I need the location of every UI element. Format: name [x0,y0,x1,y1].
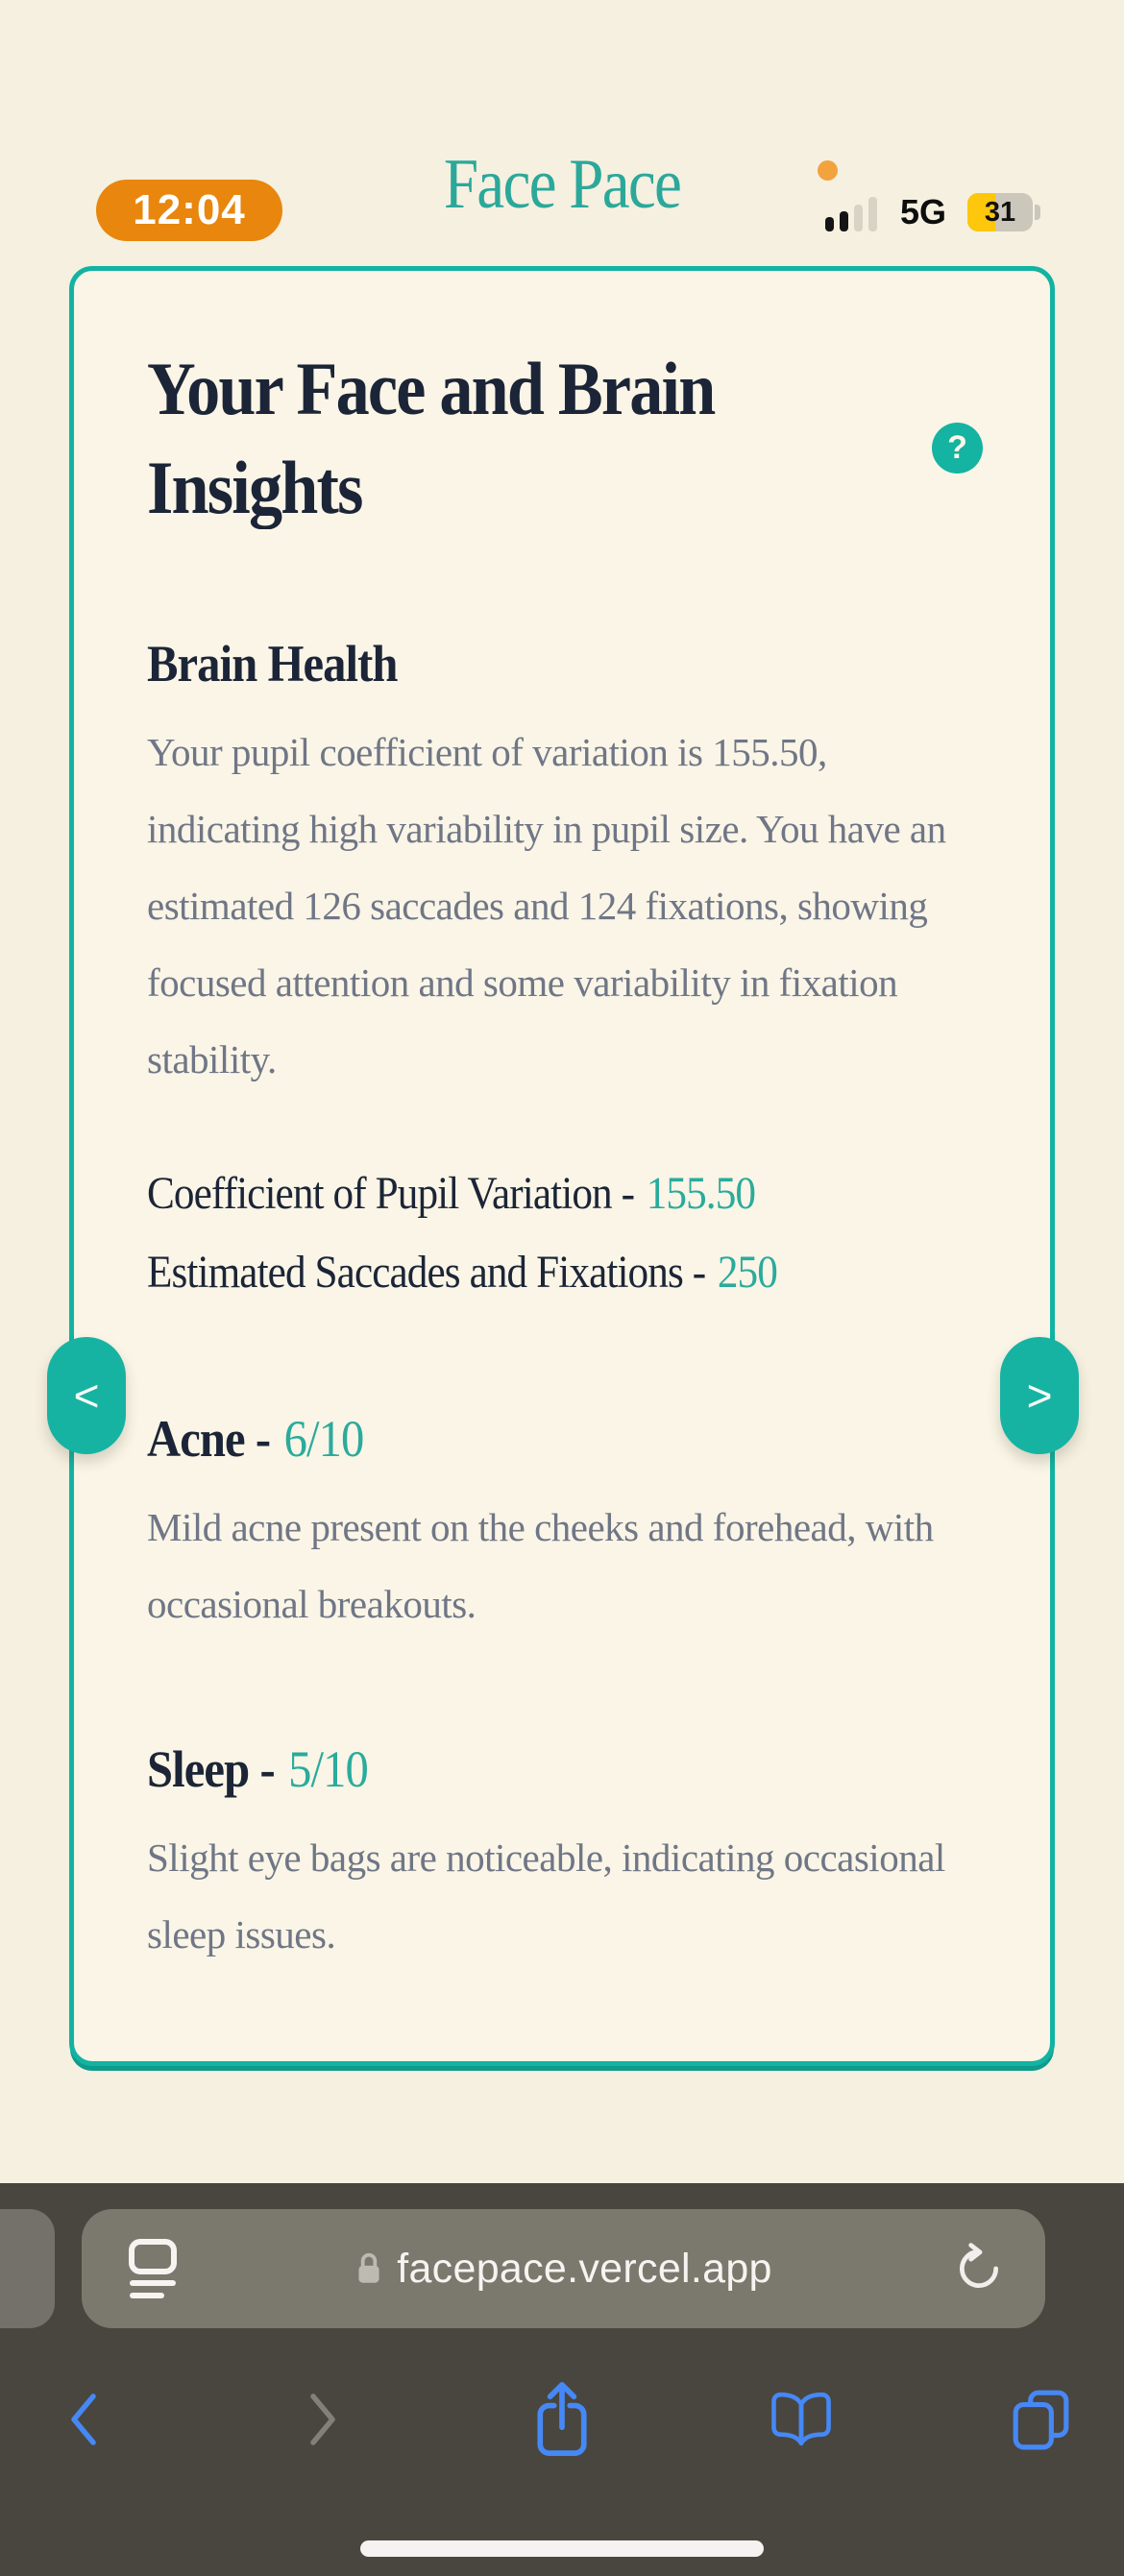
refresh-icon [953,2243,1005,2295]
sleep-score: 5/10 [288,1739,368,1798]
sleep-label: Sleep - [147,1739,275,1798]
network-type-label: 5G [899,192,946,231]
page-menu-icon [128,2238,178,2299]
carousel-next-button[interactable] [1000,1337,1079,1454]
clock-time: 12:04 [133,186,246,233]
browser-toolbar [0,2373,1124,2466]
stat-label: Coefficient of Pupil Variation - [147,1167,635,1219]
help-icon: ? [947,429,967,466]
forward-button[interactable] [289,2373,356,2466]
bookmarks-icon [768,2388,835,2451]
share-icon [532,2377,592,2462]
page-title: Face Pace [443,145,681,224]
stat-label: Estimated Saccades and Fixations - [147,1247,706,1299]
help-button[interactable] [932,423,983,474]
acne-label: Acne - [147,1409,271,1468]
stat-pupil-variation [147,1154,903,1234]
sleep-body: Slight eye bags are noticeable, indicating occasional sleep issues. [147,1835,945,1956]
back-button[interactable] [50,2373,117,2466]
stat-saccades-fixations [147,1233,903,1313]
back-icon [62,2391,105,2448]
insights-card [69,266,1055,2066]
stat-value: 155.50 [646,1167,756,1219]
refresh-button[interactable] [953,2243,1005,2295]
acne-title [147,1409,903,1469]
chevron-left-icon: < [73,1371,100,1421]
chevron-right-icon: > [1026,1371,1053,1421]
brain-stats [147,1154,987,1313]
sleep-title [147,1739,903,1799]
page-menu-button[interactable] [128,2238,178,2299]
battery-percent: 31 [984,196,1016,228]
brain-health-title: Brain Health [147,634,398,693]
stat-value: 250 [717,1247,777,1299]
url-text: facepace.vercel.app [397,2245,772,2292]
carousel-prev-button[interactable] [47,1337,126,1454]
share-button[interactable] [528,2373,596,2466]
acne-body: Mild acne present on the cheeks and forehead, with occasional breakouts. [147,1504,934,1626]
browser-chrome [0,2183,1124,2576]
lock-icon [354,2250,383,2287]
address-bar[interactable] [82,2209,1045,2328]
acne-score: 6/10 [283,1409,364,1468]
tabs-button[interactable] [1007,2373,1074,2466]
tabs-icon [1009,2388,1072,2451]
card-heading: Your Face and Brain Insights [147,347,715,529]
adjacent-tab-fragment[interactable] [0,2209,55,2328]
forward-icon [302,2391,344,2448]
brain-health-body: Your pupil coefficient of variation is 155.50, indicating high variability in pupil size. You have an estimated 126 saccades and 124 fixations, showing focused attention and some variability in fixation stability. [147,729,946,1081]
bookmarks-button[interactable] [768,2373,835,2466]
home-indicator[interactable] [360,2540,764,2557]
